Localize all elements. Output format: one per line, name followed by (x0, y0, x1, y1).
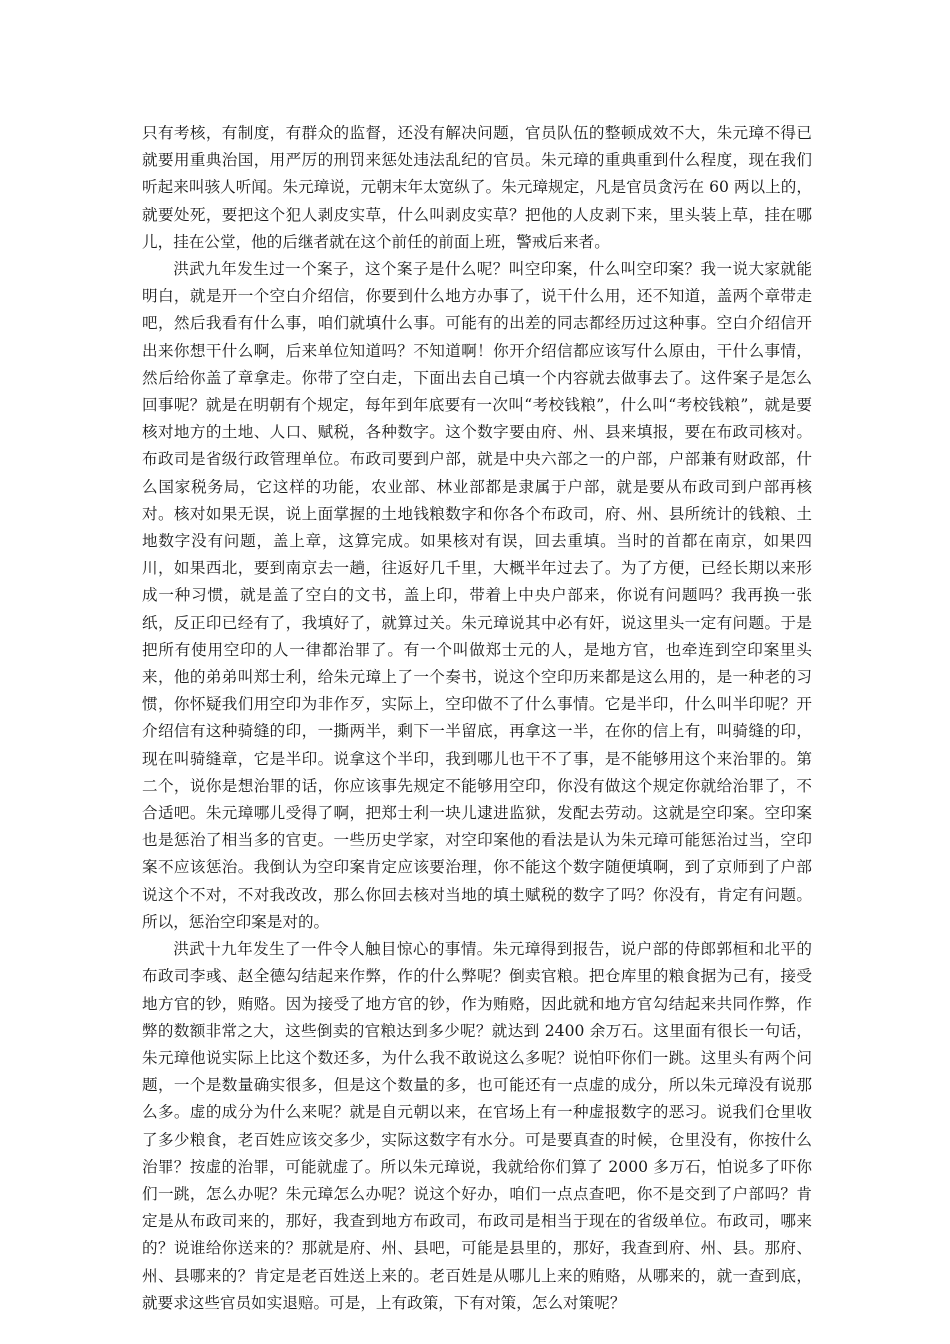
document-body (142, 120, 812, 1317)
paragraph-3: 洪武十九年发生了一件令人触目惊心的事情。朱元璋得到报告，说户部的侍郎郭桓和北平的布政司李彧、赵全德勾结起来作弊，作的什么弊呢？倒卖官粮。把仓库里的粮食据为己有，接受地方官的钞，贿赂。因为接受了地方官的钞，作为贿赂，因此就和地方官勾结起来共同作弊，作弊的数额非常之大，这些倒卖的官粮达到多少呢？就达到 2400 余万石。这里面有很长一句话，朱元璋他说实际上比这个数还多，为什么我不敢说这么多呢？说怕吓你们一跳。这里头有两个问题，一个是数量确实很多，但是这个数量的多，也可能还有一点虚的成分，所以朱元璋没有说那么多。虚的成分为什么来呢？就是自元朝以来，在官场上有一种虚报数字的恶习。说我们仓里收了多少粮食，老百姓应该交多少，实际这数字有水分。可是要真查的时候，仓里没有，你按什么治罪？按虚的治罪，可能就虚了。所以朱元璋说，我就给你们算了 2000 多万石，怕说多了吓你们一跳，怎么办呢？朱元璋怎么办呢？说这个好办，咱们一点点查吧，你不是交到了户部吗？肯定是从布政司来的，那好，我查到地方布政司，布政司是相当于现在的省级单位。布政司，哪来的？说谁给你送来的？那就是府、州、县吧，可能是县里的，那好，我查到府、州、县。那府、州、县哪来的？肯定是老百姓送上来的。老百姓是从哪儿上来的贿赂，从哪来的，就一查到底，就要求这些官员如实退赔。可是，上有政策，下有对策，怎么对策呢？ (142, 940, 812, 1312)
paragraph-1: 只有考核，有制度，有群众的监督，还没有解决问题，官员队伍的整顿成效不大，朱元璋不得已就要用重典治国，用严厉的刑罚来惩处违法乱纪的官员。朱元璋的重典重到什么程度，现在我们听起来叫骇人听闻。朱元璋说，元朝末年太宽纵了。朱元璋规定，凡是官员贪污在 60 两以上的，就要处死，要把这个犯人剥皮实草，什么叫剥皮实草？把他的人皮剥下来，里头装上草，挂在哪儿，挂在公堂，他的后继者就在这个前任的前面上班，警戒后来者。 (142, 124, 812, 251)
paragraph-2: 洪武九年发生过一个案子，这个案子是什么呢？叫空印案，什么叫空印案？我一说大家就能明白，就是开一个空白介绍信，你要到什么地方办事了，说干什么用，还不知道，盖两个章带走吧，然后我看有什么事，咱们就填什么事。可能有的出差的同志都经历过这种事。空白介绍信开出来你想干什么啊，后来单位知道吗？不知道啊！你开介绍信都应该写什么原由，干什么事情，然后给你盖了章拿走。你带了空白走，下面出去自己填一个内容就去做事去了。这件案子是怎么回事呢？就是在明朝有个规定，每年到年底要有一次叫“考校钱粮”，什么叫“考校钱粮”，就是要核对地方的土地、人口、赋税，各种数字。这个数字要由府、州、县来填报，要在布政司核对。布政司是省级行政管理单位。布政司要到户部，就是中央六部之一的户部，户部兼有财政部，什么国家税务局，它这样的功能，农业部、林业部都是隶属于户部，就是要从布政司到户部再核对。核对如果无误，说上面掌握的土地钱粮数字和你各个布政司，府、州、县所统计的钱粮、土地数字没有问题，盖上章，这算完成。如果核对有误，回去重填。当时的首都在南京，如果四川，如果西北，要到南京去一趟，往返好几千里，大概半年过去了。为了方便，已经长期以来形成一种习惯，就是盖了空白的文书，盖上印，带着上中央户部来，你说有问题吗？我再换一张纸，反正印已经有了，我填好了，就算过关。朱元璋说其中必有奸，说这里头一定有问题。于是把所有使用空印的人一律都治罪了。有一个叫做郑士元的人，是地方官，也牵连到空印案里头来，他的弟弟叫郑士利，给朱元璋上了一个奏书，说这个空印历来都是这么用的，是一种老的习惯，你怀疑我们用空印为非作歹，实际上，空印做不了什么事情。它是半印，什么叫半印呢？开介绍信有这种骑缝的印，一撕两半，剩下一半留底，再拿这一半，在你的信上有，叫骑缝的印，现在叫骑缝章，它是半印。说拿这个半印，我到哪儿也干不了事，是不能够用这个来治罪的。第二个，说你是想治罪的话，你应该事先规定不能够用空印，你没有做这个规定你就给治罪了，不合适吧。朱元璋哪儿受得了啊，把郑士利一块儿逮进监狱，发配去劳动。这就是空印案。空印案也是惩治了相当多的官吏。一些历史学家，对空印案他的看法是认为朱元璋可能惩治过当，空印案不应该惩治。我倒认为空印案肯定应该要治理，你不能这个数字随便填啊，到了京师到了户部说这个不对，不对我改改，那么你回去核对当地的填土赋税的数字了吗？你没有，肯定有问题。所以，惩治空印案是对的。 (142, 260, 812, 931)
